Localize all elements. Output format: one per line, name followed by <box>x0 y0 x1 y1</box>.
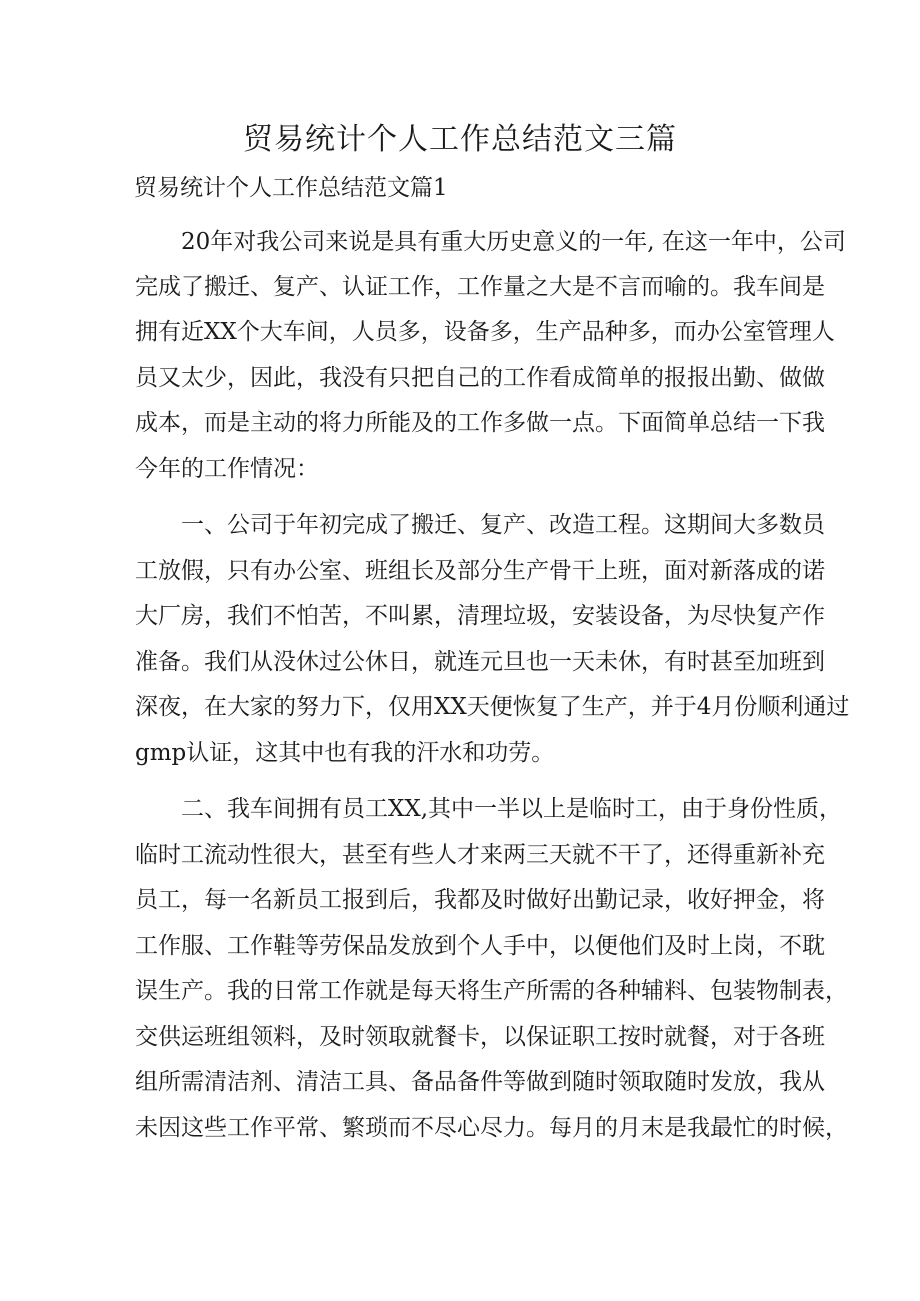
paragraph-line: 二、我车间拥有员工XX,其中一半以上是临时工，由于身份性质， <box>181 796 843 822</box>
paragraph-line: 工作服、工作鞋等劳保品发放到个人手中，以便他们及时上岗，不耽 <box>135 933 825 959</box>
paragraph-line: 完成了搬迁、复产、认证工作，工作量之大是不言而喻的。我车间是 <box>135 274 825 300</box>
paragraph-line: 误生产。我的日常工作就是每天将生产所需的各种辅料、包装物制表， <box>135 978 848 1004</box>
paragraph-line: 未因这些工作平常、繁琐而不尽心尽力。每月的月末是我最忙的时候， <box>135 1115 848 1141</box>
paragraph-line: 一、公司于年初完成了搬迁、复产、改造工程。这期间大多数员 <box>181 512 825 538</box>
paragraph-line: 成本，而是主动的将力所能及的工作多做一点。下面简单总结一下我 <box>135 410 825 436</box>
paragraph-line: gmp认证，这其中也有我的汗水和功劳。 <box>135 740 555 766</box>
paragraph-line: 准备。我们从没休过公休日，就连元旦也一天未休，有时甚至加班到 <box>135 649 825 675</box>
paragraph-line: 组所需清洁剂、清洁工具、备品备件等做到随时领取随时发放，我从 <box>135 1069 825 1095</box>
paragraph-line: 拥有近XX个大车间，人员多，设备多，生产品种多，而办公室管理人 <box>135 319 835 345</box>
section-heading: 贸易统计个人工作总结范文篇1 <box>134 175 448 201</box>
paragraph-line: 深夜，在大家的努力下，仅用XX天便恢复了生产，并于4月份顺利通过 <box>135 694 850 720</box>
paragraph-line: 20年对我公司来说是具有重大历史意义的一年, 在这一年中，公司 <box>181 229 846 255</box>
paragraph-line: 员又太少，因此，我没有只把自己的工作看成简单的报报出勤、做做 <box>135 365 825 391</box>
document-title: 贸易统计个人工作总结范文三篇 <box>243 122 677 157</box>
paragraph-line: 交供运班组领料，及时领取就餐卡，以保证职工按时就餐，对于各班 <box>135 1024 825 1050</box>
paragraph-line: 工放假，只有办公室、班组长及部分生产骨干上班，面对新落成的诺 <box>135 558 825 584</box>
paragraph-line: 员工，每一名新员工报到后，我都及时做好出勤记录，收好押金，将 <box>135 887 825 913</box>
paragraph-line: 大厂房，我们不怕苦，不叫累，清理垃圾，安装设备，为尽快复产作 <box>135 603 825 629</box>
paragraph-line: 临时工流动性很大，甚至有些人才来两三天就不干了，还得重新补充 <box>135 842 825 868</box>
paragraph-line: 今年的工作情况： <box>135 456 319 482</box>
